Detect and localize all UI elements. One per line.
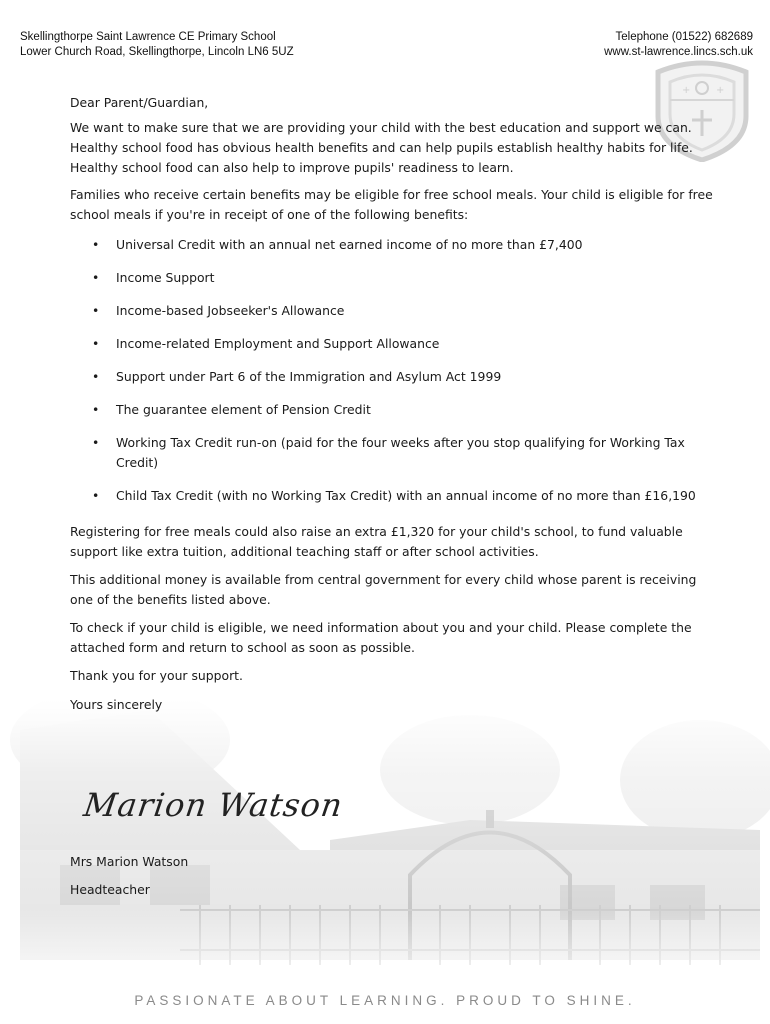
- website: www.st-lawrence.lincs.sch.uk: [604, 46, 753, 58]
- letter-body: [70, 93, 715, 715]
- school-address: Lower Church Road, Skellingthorpe, Lincoln LN6 5UZ: [20, 46, 294, 58]
- check-eligibility-paragraph: To check if your child is eligible, we need information about you and your child. Please complete the attached form and return to school as soon as possible.: [70, 620, 692, 655]
- registering-paragraph: Registering for free meals could also raise an extra £1,320 for your child's school, to fund valuable support like extra tuition, additional teaching staff or after school activities.: [70, 524, 683, 559]
- list-item: • Universal Credit with an annual net earned income of no more than £7,400: [70, 235, 715, 255]
- list-item: • The guarantee element of Pension Credit: [70, 400, 715, 420]
- list-item: • Support under Part 6 of the Immigration and Asylum Act 1999: [70, 367, 715, 387]
- thanks-line: Thank you for your support.: [70, 668, 243, 683]
- signer-title: Headteacher: [70, 882, 150, 897]
- telephone: Telephone (01522) 682689: [615, 31, 753, 43]
- list-item: • Child Tax Credit (with no Working Tax Credit) with an annual income of no more than £16,190: [70, 486, 715, 506]
- signer-block: [70, 852, 188, 900]
- funding-paragraph: This additional money is available from central government for every child whose parent is receiving one of the benefits listed above.: [70, 572, 697, 607]
- greeting: Dear Parent/Guardian,: [70, 95, 209, 110]
- list-item: • Working Tax Credit run-on (paid for the four weeks after you stop qualifying for Working Tax Credit): [70, 433, 715, 473]
- svg-text:+: +: [682, 85, 691, 96]
- svg-text:+: +: [716, 85, 725, 96]
- school-header: [20, 30, 294, 60]
- school-building-photo-icon: [0, 700, 770, 990]
- benefits-list: [70, 235, 715, 506]
- school-motto: PASSIONATE ABOUT LEARNING. PROUD TO SHINE.: [134, 993, 636, 1008]
- eligibility-paragraph: Families who receive certain benefits may be eligible for free school meals. Your child is eligible for free school meals if you're in receipt of one of the following benefits:: [70, 187, 713, 222]
- closing-line: Yours sincerely: [70, 697, 163, 712]
- list-item: • Income Support: [70, 268, 715, 288]
- school-name: Skellingthorpe Saint Lawrence CE Primary School: [20, 31, 276, 43]
- signer-name: Mrs Marion Watson: [70, 854, 189, 869]
- handwritten-signature: Marion Watson: [81, 786, 346, 824]
- list-item: • Income-based Jobseeker's Allowance: [70, 301, 715, 321]
- list-item: • Income-related Employment and Support Allowance: [70, 334, 715, 354]
- contact-header: [604, 30, 753, 60]
- intro-paragraph: We want to make sure that we are providing your child with the best education and support we can. Healthy school food has obvious health benefits and can help pupils establish healthy habits for life. Healthy school food can also help to improve pupils' readiness to learn.: [70, 120, 693, 175]
